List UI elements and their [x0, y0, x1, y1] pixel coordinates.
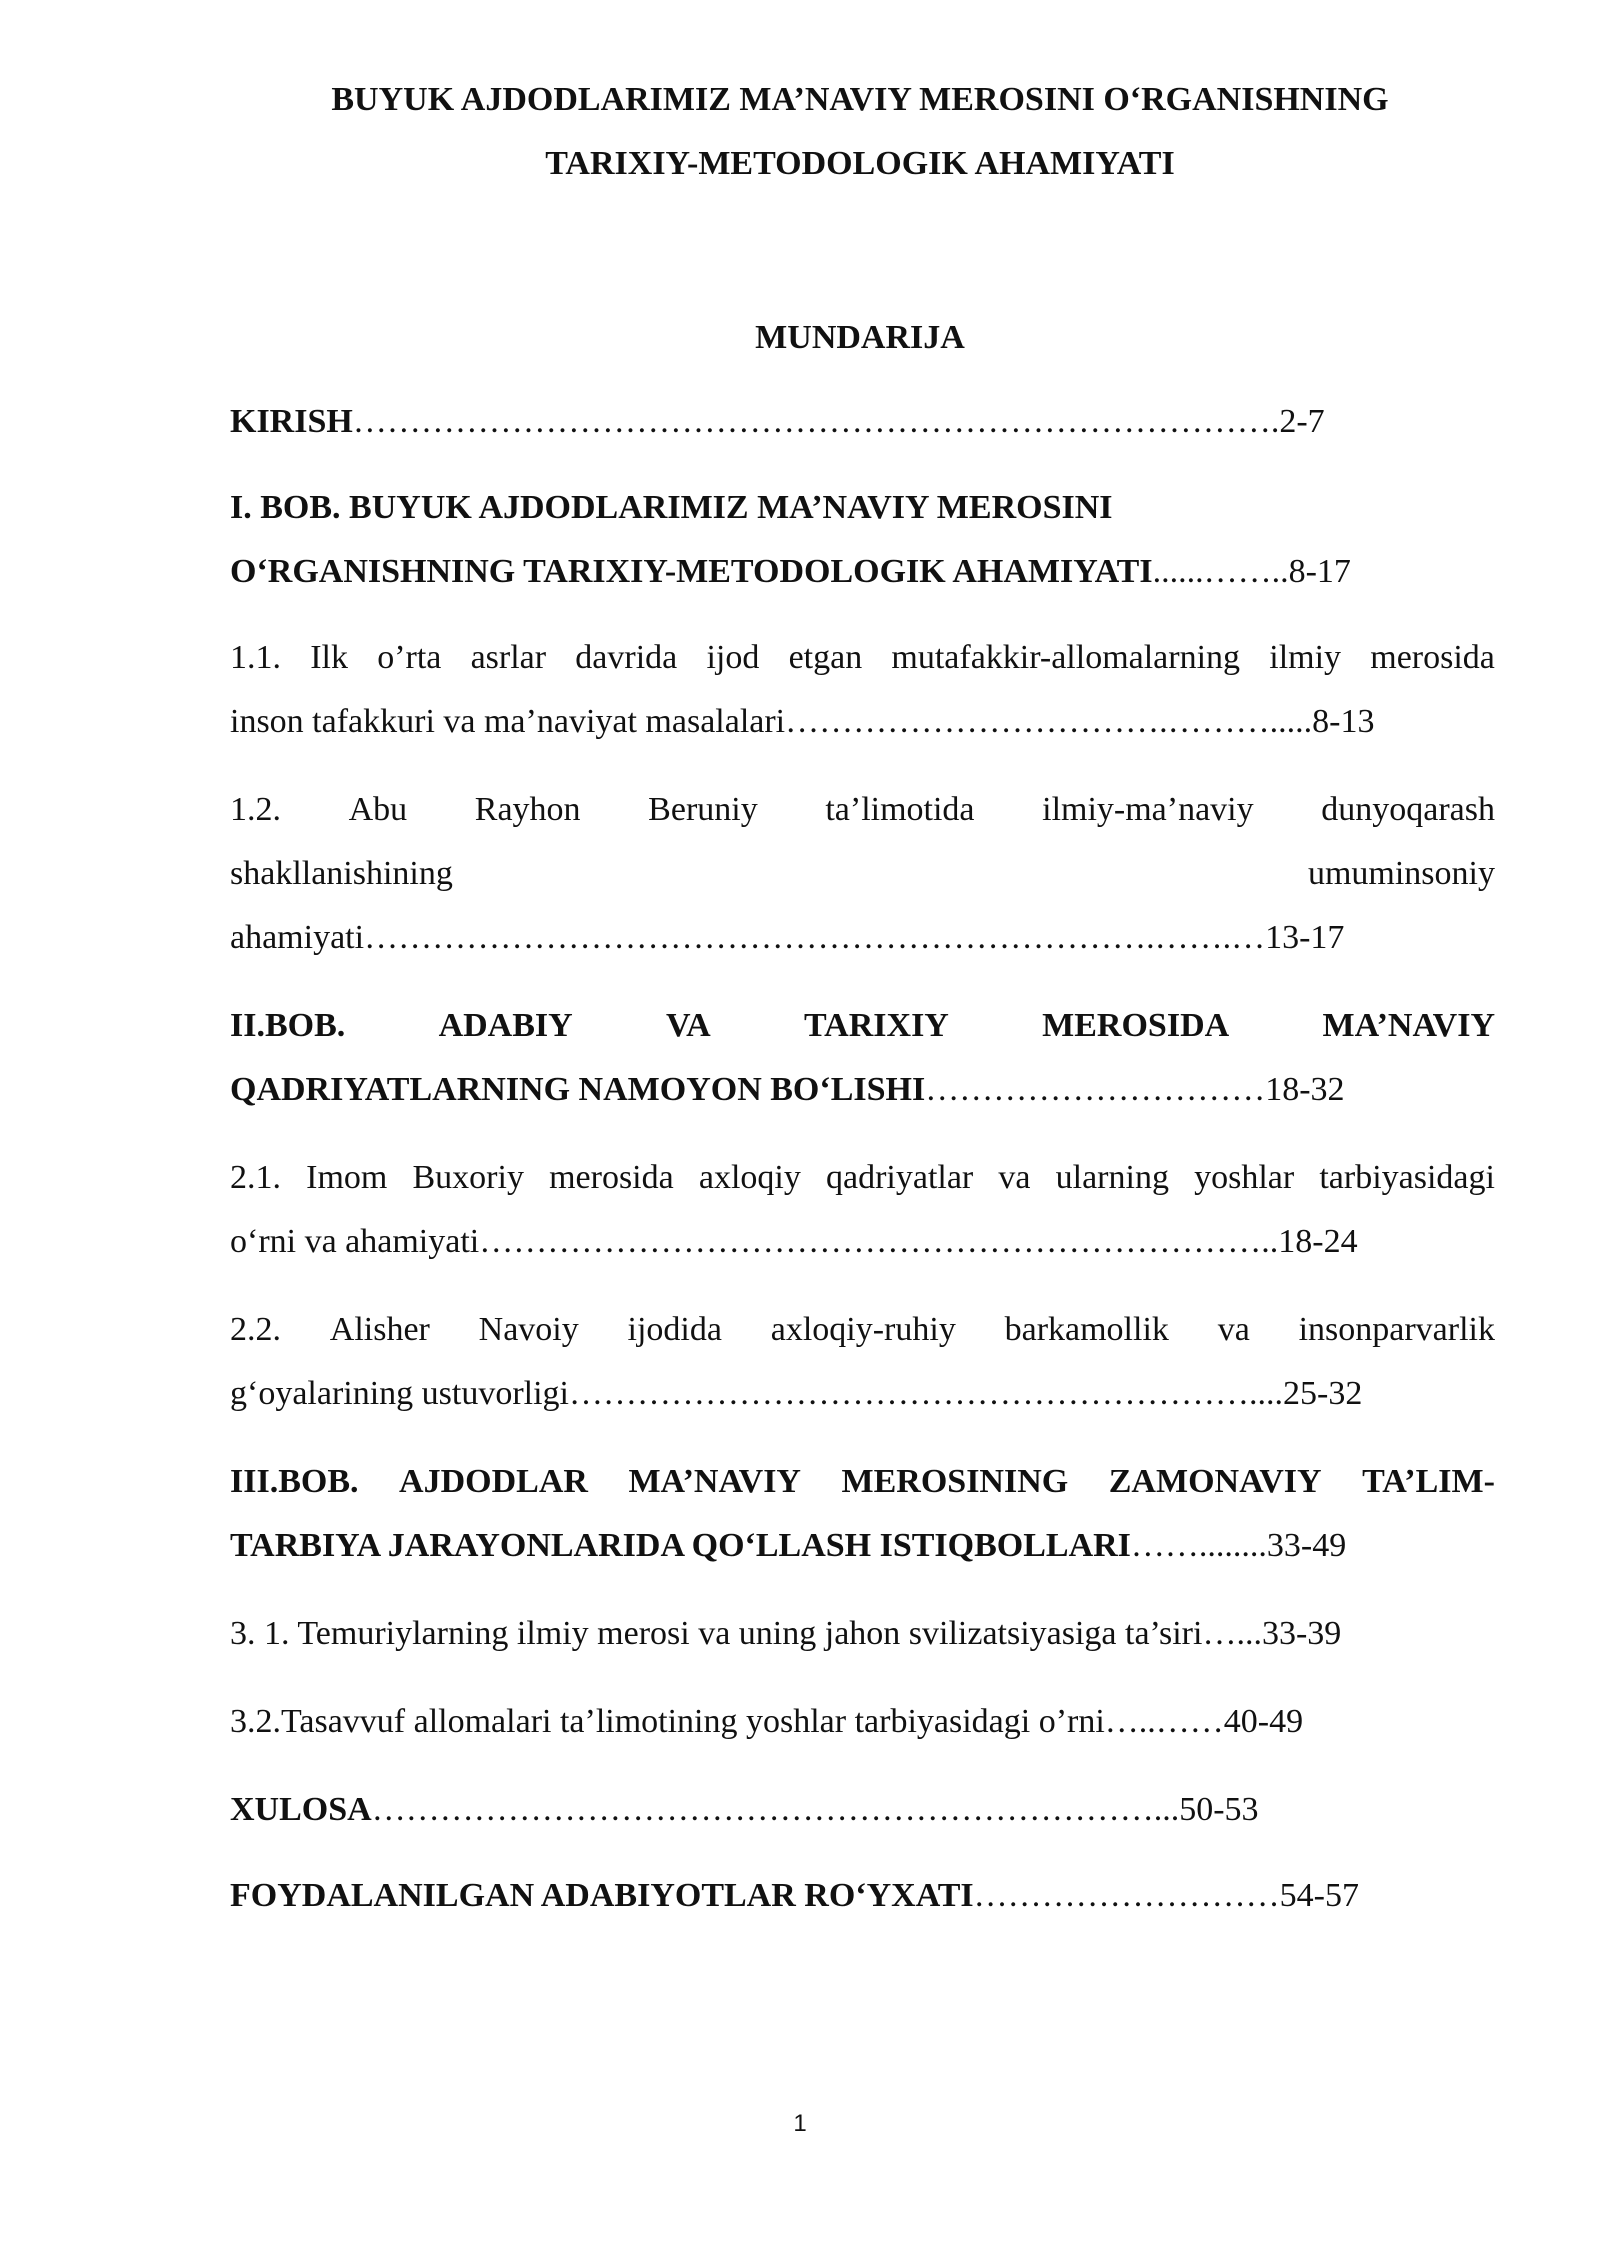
toc-page-range: 18-32 [1265, 1071, 1345, 1108]
toc-leader: …………………………………………………………….. [479, 1223, 1279, 1260]
toc-heading: MUNDARIJA [755, 319, 965, 356]
word: merosida [549, 1159, 674, 1196]
toc-page-range: 13-17 [1265, 919, 1345, 956]
toc-entry-bob3-line2 [230, 1526, 1495, 1566]
toc-entry-label: TARBIYA JARAYONLARIDA QO‘LLASH ISTIQBOLLARI [230, 1527, 1131, 1564]
toc-page-range: 25-32 [1283, 1375, 1363, 1412]
toc-entry-xulosa [230, 1790, 1495, 1830]
word: Abu [348, 791, 408, 828]
word: Beruniy [648, 791, 758, 828]
word: shakllanishining [230, 855, 453, 892]
toc-entry-label: inson tafakkuri va ma’naviyat masalalari [230, 703, 786, 740]
word: ZAMONAVIY [1108, 1463, 1322, 1500]
toc-page-range: 33-39 [1261, 1615, 1342, 1652]
toc-entry-2-1-line1 [230, 1158, 1495, 1198]
toc-entry-1-2-line3 [230, 918, 1495, 958]
word: Alisher [329, 1311, 430, 1348]
document-title-line-1: BUYUK AJDODLARIMIZ MA’NAVIY MEROSINI O‘RGANISHNING [331, 81, 1389, 118]
toc-page-range: 8-17 [1288, 553, 1351, 590]
toc-entry-label: o‘rni va ahamiyati [230, 1223, 480, 1260]
toc-page-range: 33-49 [1266, 1527, 1347, 1564]
word: qadriyatlar [826, 1159, 974, 1196]
toc-entry-label: KIRISH [230, 403, 353, 440]
toc-entry-label: g‘oyalarining ustuvorligi [230, 1375, 570, 1412]
word: ijodida [627, 1311, 722, 1348]
toc-entry-label: ahamiyati [230, 919, 365, 956]
word: ta’limotida [825, 791, 975, 828]
toc-entry-1-1-line2 [230, 702, 1495, 742]
word: 2.1. [230, 1159, 281, 1196]
word: AJDODLAR [399, 1463, 588, 1500]
word: II.BOB. [230, 1007, 346, 1044]
word: MA’NAVIY [628, 1463, 801, 1500]
word: barkamollik [1004, 1311, 1169, 1348]
word: ilmiy-ma’naviy [1042, 791, 1254, 828]
word: axloqiy [698, 1159, 801, 1196]
toc-page-range: 18-24 [1278, 1223, 1358, 1260]
toc-entry-label: XULOSA [230, 1791, 372, 1828]
word: va [1217, 1311, 1250, 1348]
word: o’rta [377, 639, 442, 676]
word: Imom [306, 1159, 388, 1196]
word: 1.2. [230, 791, 281, 828]
word: davrida [575, 639, 678, 676]
word: MEROSINING [841, 1463, 1069, 1500]
document-title-line-2: TARIXIY-METODOLOGIK AHAMIYATI [545, 145, 1175, 182]
toc-page-range: 2-7 [1279, 403, 1325, 440]
toc-entry-1-2-line2 [230, 854, 1495, 894]
word: VA [665, 1007, 711, 1044]
word: ularning [1055, 1159, 1169, 1196]
toc-entry-1-1-line1 [230, 638, 1495, 678]
word: TARIXIY [804, 1007, 949, 1044]
toc-leader: ………………………… [925, 1071, 1266, 1108]
toc-leader: ………………………………………………………………………. [352, 403, 1280, 440]
word: Rayhon [474, 791, 581, 828]
toc-entry-kirish [230, 402, 1495, 442]
toc-entry-adabiyotlar [230, 1876, 1495, 1916]
toc-leader: ......…….. [1152, 553, 1289, 590]
toc-entry-bob2-line1 [230, 1006, 1495, 1046]
toc-entry-2-2-line1 [230, 1310, 1495, 1350]
toc-entry-bob1-line1: I. BOB. BUYUK AJDODLARIMIZ MA’NAVIY MEROSINI [230, 489, 1113, 526]
toc-page-range: 8-13 [1312, 703, 1375, 740]
toc-entry-3-2 [230, 1702, 1495, 1742]
page-number: 1 [793, 2110, 807, 2137]
word: TA’LIM- [1362, 1463, 1495, 1500]
toc-page-range: 50-53 [1179, 1791, 1259, 1828]
toc-entry-label: FOYDALANILGAN ADABIYOTLAR RO‘YXATI [230, 1877, 974, 1914]
toc-entry-label: O‘RGANISHNING TARIXIY-METODOLOGIK AHAMIYATI [230, 553, 1153, 590]
toc-entry-bob2-line2 [230, 1070, 1495, 1110]
word: va [998, 1159, 1031, 1196]
toc-entry-label: 3.2.Tasavvuf allomalari ta’limotining yoshlar tarbiyasidagi o’rni [230, 1703, 1105, 1740]
toc-entry-2-1-line2 [230, 1222, 1495, 1262]
toc-leader: …………………………………………………….... [569, 1375, 1284, 1412]
toc-page-range: 54-57 [1279, 1877, 1359, 1914]
toc-leader: …... [1202, 1615, 1262, 1652]
word: Navoiy [478, 1311, 579, 1348]
toc-entry-bob3-line1 [230, 1462, 1495, 1502]
toc-leader: ……………………………………………………………... [371, 1791, 1180, 1828]
word: 2.2. [230, 1311, 281, 1348]
word: asrlar [470, 639, 547, 676]
word: ilmiy [1269, 639, 1342, 676]
word: Ilk [310, 639, 348, 676]
word: Buxoriy [412, 1159, 524, 1196]
toc-entry-3-1 [230, 1614, 1495, 1654]
toc-entry-2-2-line2 [230, 1374, 1495, 1414]
word: MEROSIDA [1042, 1007, 1230, 1044]
word: III.BOB. [230, 1463, 359, 1500]
toc-leader: …………………………….………..... [785, 703, 1313, 740]
word: yoshlar [1194, 1159, 1295, 1196]
word: MA’NAVIY [1322, 1007, 1495, 1044]
word: etgan [788, 639, 863, 676]
word: axloqiy-ruhiy [770, 1311, 956, 1348]
toc-entry-label: QADRIYATLARNING NAMOYON BO‘LISHI [230, 1071, 926, 1108]
toc-page-range: 40-49 [1223, 1703, 1304, 1740]
toc-entry-label: 3. 1. Temuriylarning ilmiy merosi va uning jahon svilizatsiyasiga ta’siri [230, 1615, 1203, 1652]
word: 1.1. [230, 639, 281, 676]
toc-leader: …………………………………………………………….…….… [364, 919, 1266, 956]
toc-entry-1-2-line1 [230, 790, 1495, 830]
toc-leader: …..…… [1104, 1703, 1224, 1740]
toc-leader: ……………………… [973, 1877, 1280, 1914]
toc-leader: ……........ [1130, 1527, 1267, 1564]
word: merosida [1370, 639, 1495, 676]
word: tarbiyasidagi [1319, 1159, 1495, 1196]
word: ADABIY [438, 1007, 573, 1044]
word: mutafakkir-allomalarning [891, 639, 1241, 676]
word: dunyoqarash [1321, 791, 1495, 828]
word: ijod [706, 639, 760, 676]
word: umuminsoniy [1307, 855, 1495, 892]
word: insonparvarlik [1298, 1311, 1495, 1348]
toc-entry-bob1-line2 [230, 552, 1495, 592]
